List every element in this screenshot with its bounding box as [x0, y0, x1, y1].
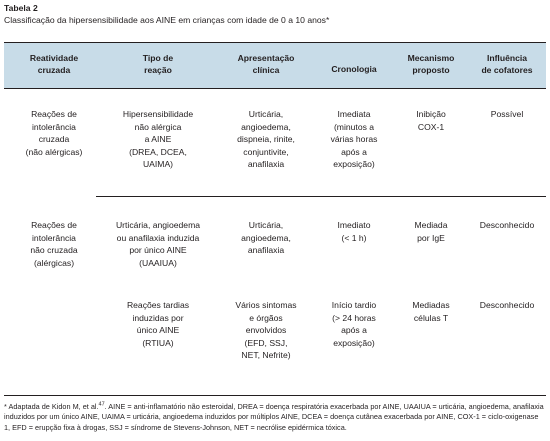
header-cell-cofatores: Influência de cofatores [481, 53, 533, 75]
type-cell: Urticária, angioedema ou anafilaxia induzida por único AINE (UAAIUA) [115, 220, 201, 268]
cofactors-cell: Desconhecido [479, 220, 535, 230]
table-title: Tabela 2 [4, 3, 38, 13]
header-cell-cronologia: Cronologia [331, 64, 377, 74]
header-cell-mecanismo: Mecanismo proposto [407, 53, 455, 75]
type-cell: Reações tardias induzidas por único AINE (RTIUA) [126, 300, 190, 348]
table-subtitle: Classificação da hipersensibilidade aos AINE em crianças com idade de 0 a 10 anos* [4, 15, 330, 25]
header-cell-apresentacao: Apresentação clínica [237, 53, 295, 75]
rule-bottom [4, 395, 546, 396]
header-cell-reatividade: Reatividade cruzada [29, 53, 79, 75]
chronology-cell: Imediato (< 1 h) [337, 220, 371, 243]
presentation-cell: Urticária, angioedema, anafilaxia [241, 220, 291, 256]
footnote-reference: 47 [98, 401, 105, 408]
footnote-text: . AINE = anti-inflamatório não esteroidal, DREA = doença respiratória exacerbada por AINE, UAAIUA = urticária, angioedema, anafilaxia induzidos por um único AINE, UAIMA = urticária, angioedema induzidos por múltiplos AINE, DCEA = doença cutânea exacerbada por AINE, COX-1 = ciclo-oxigenase 1, EFD = erupção fixa à drogas, SSJ = síndrome de Stevens-Johnson, NET = necrólise epidérmica tóxica. [4, 402, 544, 432]
footnote-lead: * Adaptada de Kidon M, et al. [4, 402, 99, 411]
presentation-cell: Vários sintomas e órgãos envolvidos (EFD, SSJ, NET, Nefrite) [235, 300, 297, 361]
chronology-cell: Imediata (minutos a várias horas após a exposição) [330, 109, 378, 170]
presentation-cell: Urticária, angioedema, dispneia, rinite, conjuntivite, anafilaxia [237, 109, 295, 170]
cofactors-cell: Possível [490, 109, 524, 119]
rule-group-separator [96, 196, 546, 197]
table-footnote [4, 402, 546, 433]
type-cell: Hipersensibilidade não alérgica a AINE (DREA, DCEA, UAIMA) [122, 109, 194, 170]
group-reactivity-cell: Reações de intolerância não cruzada (alérgicas) [30, 220, 78, 268]
rule-header [4, 88, 546, 89]
mechanism-cell: Mediada por IgE [414, 220, 448, 243]
mechanism-cell: Mediadas células T [412, 300, 450, 323]
group-reactivity-cell: Reações de intolerância cruzada (não alérgicas) [25, 109, 83, 157]
chronology-cell: Início tardio (> 24 horas após a exposição) [331, 300, 377, 348]
mechanism-cell: Inibição COX-1 [416, 109, 446, 132]
header-cell-tipo: Tipo de reação [142, 53, 174, 75]
rule-top [4, 42, 546, 43]
cofactors-cell: Desconhecido [479, 300, 535, 310]
